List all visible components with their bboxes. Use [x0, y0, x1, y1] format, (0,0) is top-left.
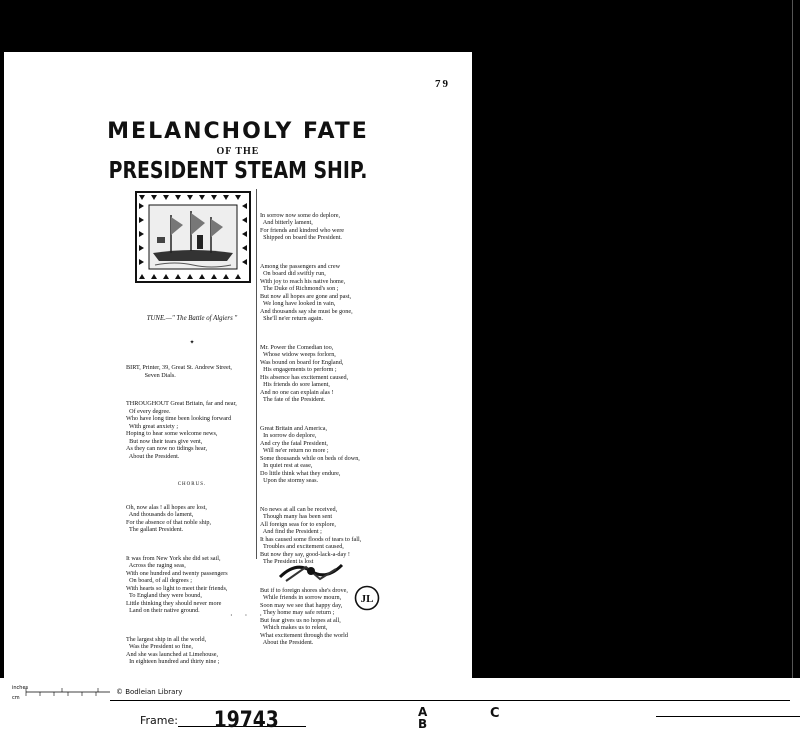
- ship-woodcut-illustration: [135, 191, 251, 283]
- footer-rule: [110, 700, 790, 701]
- column-divider: [256, 189, 257, 559]
- broadside-page: [4, 52, 472, 678]
- stanza: Great Britain and America, In sorrow do deplore, And cry the fatal President, Will ne'er return no more ; Some thousands while on beds of down, In quiet rest at ease, Do little think what they endure, Upon the stormy seas.: [260, 424, 360, 484]
- mark-c: C: [490, 706, 500, 721]
- printer-imprint: BIRT, Printer, 39, Great St. Andrew Street, Seven Dials.: [126, 364, 232, 379]
- stanza: THROUGHOUT Great Britain, far and near, Of every degree. Who have long time been looking forward With great anxiety ; Hoping to hear some welcome news, But now their tears give vent, As they can now no tidings hear, About the President.: [126, 400, 237, 460]
- left-column: [126, 300, 258, 687]
- tune-line: TUNE.—" The Battle of Algiers ": [146, 315, 238, 322]
- title-line-3: PRESIDENT STEAM SHIP.: [108, 158, 368, 184]
- mark-b: B: [418, 717, 428, 731]
- frame-marks-ab: [418, 706, 427, 730]
- library-credit: © Bodleian Library: [116, 688, 183, 696]
- frame-number: 19743: [213, 708, 279, 733]
- stanza: Among the passengers and crew On board did swiftly run, With joy to reach his native home, The Duke of Richmond's son ; But now all hopes are gone and past, We long have looked in vain, And thousands say she must be gone, She'll ne'er return again.: [260, 262, 353, 322]
- microfilm-footer: [0, 678, 800, 737]
- decorative-dots: · · ·: [230, 611, 267, 620]
- tailpiece-ornament-icon: [276, 557, 346, 585]
- stanza: It was from New York she did set sail, Across the raging seas, With one hundred and twenty passengers On board, of all degrees ; With hearts so light to meet their friends, To England they were bound, Little thinking they should never more Land on their native ground.: [126, 554, 228, 614]
- stanza: No news at all can be received, Though many has been sent All foreign seas for to explore, And find the President ; It has caused some floods of tears to fall, Troubles and excitement caused, But now they say, good-lack-a-day ! The President is lost: [260, 505, 362, 565]
- ruler-cm-label: cm: [12, 695, 20, 700]
- frame-label: Frame:: [140, 714, 178, 727]
- chorus: Oh, now alas ! all hopes are lost, And thousands do lament, For the absence of that noble ship, The gallant President.: [126, 503, 212, 533]
- stanza: Mr. Power the Comedian too, Whose widow weeps forlorn, Was bound on board for England, His engagements to perform ; His absence has excitement caused, His friends do sore lament, And no one can explain alas ! The fate of the President.: [260, 343, 349, 403]
- divider-ornament: ✦: [189, 339, 195, 346]
- title-line-1: MELANCHOLY FATE: [107, 119, 369, 144]
- svg-text:JL: JL: [360, 593, 374, 605]
- title-line-2: OF THE: [216, 146, 260, 157]
- library-stamp-icon: [354, 585, 380, 611]
- page-number: 79: [435, 78, 450, 90]
- stanza: But if to foreign shores she's drove, While friends in sorrow mourn, Soon may we see that happy day, They home may safe return ; But fear gives us no hopes at all, Which makes us to relent, What excitement through the world About the President.: [260, 586, 348, 646]
- ruler-inches-label: inches: [12, 685, 29, 691]
- stanza: The largest ship in all the world, Was the President so fine, And she was launched at Limehouse, In eighteen hundred and thirty nine ;: [126, 635, 220, 665]
- right-column: [260, 189, 416, 668]
- edge-line: [792, 0, 793, 737]
- mark-a: A: [418, 705, 428, 719]
- stanza: In sorrow now some do deplore, And bitterly lament, For friends and kindred who were Shipped on board the President.: [260, 211, 345, 241]
- chorus-label: CHORUS.: [177, 482, 207, 487]
- footer-right-rule: [656, 716, 800, 717]
- scale-ruler-icon: [12, 684, 112, 700]
